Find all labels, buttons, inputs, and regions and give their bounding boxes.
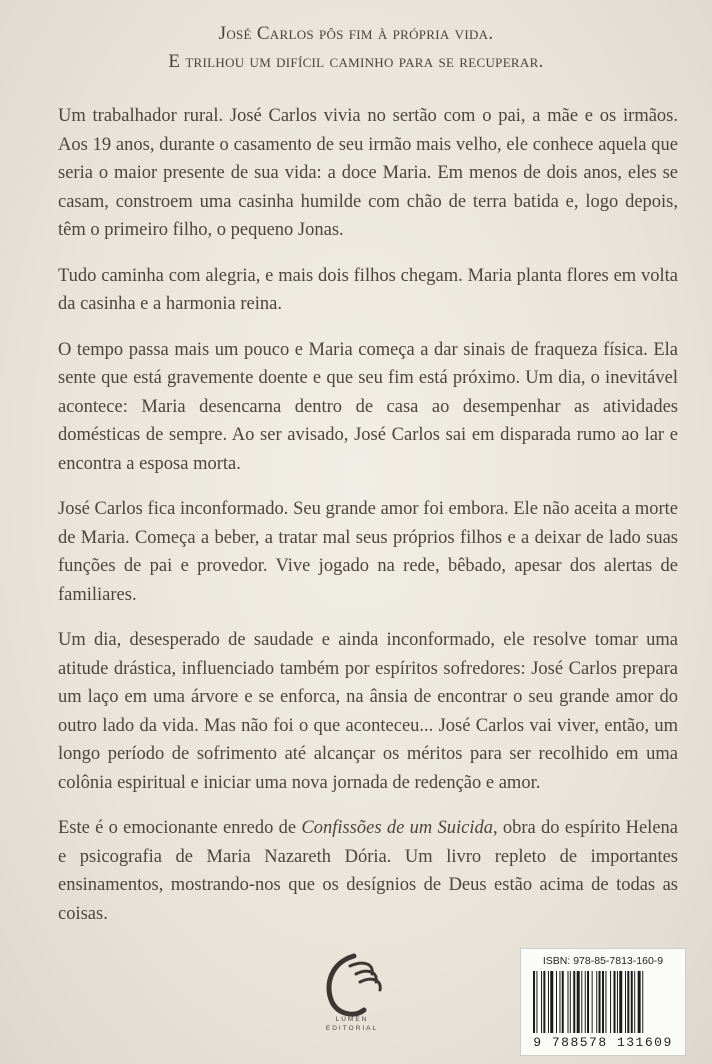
barcode-icon <box>533 971 675 1033</box>
isbn-label: ISBN: 978-85-7813-160-9 <box>542 955 664 967</box>
publisher-wordmark <box>302 1015 402 1033</box>
paragraph-3: O tempo passa mais um pouco e Maria começa a dar sinais de fraqueza física. Ela sente que está gravemente doente e que seu fim está próximo. Um dia, o inevitável acontece: Maria desencarna dentro de casa ao desempenhar as atividades domésticas de sempre. Ao ser avisado, José Carlos sai em disparada rumo ao lar e encontra a esposa morta. <box>58 339 678 474</box>
barcode-bar <box>592 971 593 1033</box>
paragraph-5: Um dia, desesperado de saudade e ainda inconformado, ele resolve tomar uma atitude drástica, influenciado também por espíritos sofredores: José Carlos prepara um laço em uma árvore e se enforca, na ânsia de encontrar o seu grande amor do outro lado da vida. Mas não foi o que aconteceu... José Carlos vai viver, então, um longo período de sofrimento até alcançar os méritos para ser recolhido em uma colônia espiritual e iniciar uma nova jornada de redenção e amor. <box>58 630 678 793</box>
headline <box>0 20 712 76</box>
barcode-bar <box>543 971 545 1033</box>
barcode-bar <box>573 971 575 1033</box>
paragraph-4: José Carlos fica inconformado. Seu grande amor foi embora. Ele não aceita a morte de Maria. Começa a beber, a tratar mal seus próprios filhos e a deixar de lado suas funções de pai e provedor. Vive jogado na rede, bêbado, apesar dos alertas de familiares. <box>58 499 678 605</box>
barcode-bar <box>556 971 557 1033</box>
publisher-sub: EDITORIAL <box>325 1025 379 1032</box>
barcode-bar <box>627 971 629 1033</box>
barcode-bar <box>631 971 633 1033</box>
paragraph-1: Um trabalhador rural. José Carlos vivia no sertão com o pai, a mãe e os irmãos. Aos 19 anos, durante o casamento de seu irmão mais velho, ele conhece aquela que seria o maior presente de sua vida: a doce Maria. Em menos de dois anos, eles se casam, constroem uma casinha humilde com chão de terra batida e, logo depois, têm o primeiro filho, o pequeno Jonas. <box>58 106 678 240</box>
synopsis <box>58 102 678 928</box>
paragraph-6-start: Este é o emocionante enredo de <box>58 818 302 838</box>
barcode-bar <box>599 971 601 1033</box>
barcode-panel <box>520 948 686 1056</box>
barcode-bar <box>614 971 616 1033</box>
barcode-bar <box>577 971 580 1033</box>
barcode-bar <box>533 971 535 1033</box>
publisher-name: LUMEN <box>335 1016 369 1023</box>
barcode-bar <box>642 971 643 1033</box>
paragraph-6 <box>58 814 678 928</box>
barcode-bar <box>536 971 537 1033</box>
barcode-bar <box>581 971 582 1033</box>
barcode-bar <box>602 971 604 1033</box>
paragraph-2: Tudo caminha com alegria, e mais dois filhos chegam. Maria planta flores em volta da casinha e a harmonia reina. <box>58 265 678 314</box>
headline-line-1: José Carlos pôs fim à própria vida. <box>218 23 494 44</box>
barcode-number: 9 788578 131609 <box>533 1035 673 1050</box>
barcode-bar <box>634 971 635 1033</box>
barcode-bar <box>562 971 564 1033</box>
barcode-bar <box>585 971 586 1033</box>
barcode-bar <box>605 971 606 1033</box>
paragraph-6-end: , obra do espírito Helena e psicografia de Maria Nazareth Dória. Um livro repleto de importantes ensinamentos, mostrando-nos que os desígnios de Deus estão acima de todas as coisas. <box>58 818 678 924</box>
barcode-bar <box>625 971 626 1033</box>
book-title: Confissões de um Suicida <box>301 818 493 838</box>
barcode-bar <box>610 971 611 1033</box>
barcode-bar <box>541 971 542 1033</box>
barcode-bar <box>550 971 553 1033</box>
barcode-bar <box>638 971 641 1033</box>
barcode-bar <box>617 971 618 1033</box>
barcode-bar <box>587 971 589 1033</box>
barcode-bar <box>559 971 560 1033</box>
barcode-bar <box>570 971 571 1033</box>
barcode-bar <box>568 971 569 1033</box>
barcode-bar <box>596 971 597 1033</box>
barcode-bar <box>619 971 622 1033</box>
headline-line-2: E trilhou um difícil caminho para se recuperar. <box>168 51 544 72</box>
barcode-bar <box>548 971 549 1033</box>
